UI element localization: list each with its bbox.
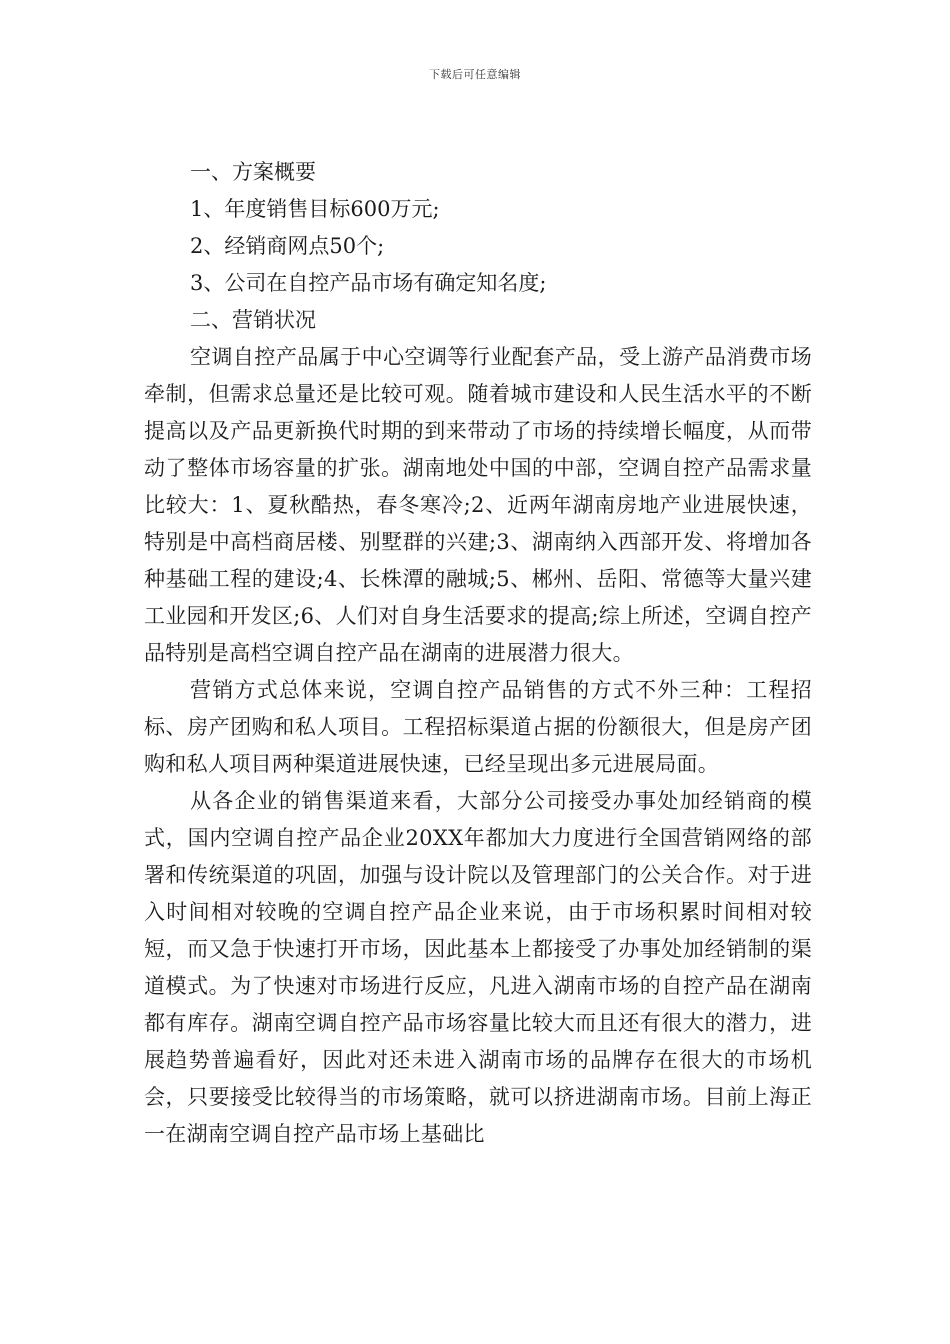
body-paragraph: 空调自控产品属于中心空调等行业配套产品，受上游产品消费市场牵制，但需求总量还是比较可观。随着城市建设和人民生活水平的不断提高以及产品更新换代时期的到来带动了市场的持续增长幅度，从而带动了整体市场容量的扩张。湖南地处中国的中部，空调自控产品需求量比较大：1、夏秋酷热，春冬寒冷;2、近两年湖南房地产业进展快速，特别是中高档商居楼、别墅群的兴建;3、湖南纳入西部开发、将增加各种基础工程的建设;4、长株潭的融城;5、郴州、岳阳、常德等大量兴建工业园和开发区;6、人们对自身生活要求的提高;综上所述，空调自控产品特别是高档空调自控产品在湖南的进展潜力很大。 (144, 345, 812, 665)
section-title-overview: 一、方案概要 (190, 160, 316, 184)
overview-item: 1、年度销售目标600万元; (190, 197, 440, 221)
overview-item: 2、经销商网点50个; (190, 234, 385, 258)
section-title-marketing: 二、营销状况 (190, 308, 316, 332)
header-note: 下载后可任意编辑 (429, 68, 521, 81)
body-paragraph: 从各企业的销售渠道来看，大部分公司接受办事处加经销商的模式，国内空调自控产品企业20XX年都加大力度进行全国营销网络的部署和传统渠道的巩固，加强与设计院以及管理部门的公关合作。对于进入时间相对较晚的空调自控产品企业来说，由于市场积累时间相对较短，而又急于快速打开市场，因此基本上都接受了办事处加经销制的渠道模式。为了快速对市场进行反应，凡进入湖南市场的自控产品在湖南都有库存。湖南空调自控产品市场容量比较大而且还有很大的潜力，进展趋势普遍看好，因此对还未进入湖南市场的品牌存在很大的市场机会，只要接受比较得当的市场策略，就可以挤进湖南市场。目前上海正一在湖南空调自控产品市场上基础比 (144, 789, 812, 1146)
body-paragraph: 营销方式总体来说，空调自控产品销售的方式不外三种：工程招标、房产团购和私人项目。工程招标渠道占据的份额很大，但是房产团购和私人项目两种渠道进展快速，已经呈现出多元进展局面。 (144, 678, 812, 776)
document-body (144, 154, 812, 1153)
overview-item: 3、公司在自控产品市场有确定知名度; (190, 271, 547, 295)
